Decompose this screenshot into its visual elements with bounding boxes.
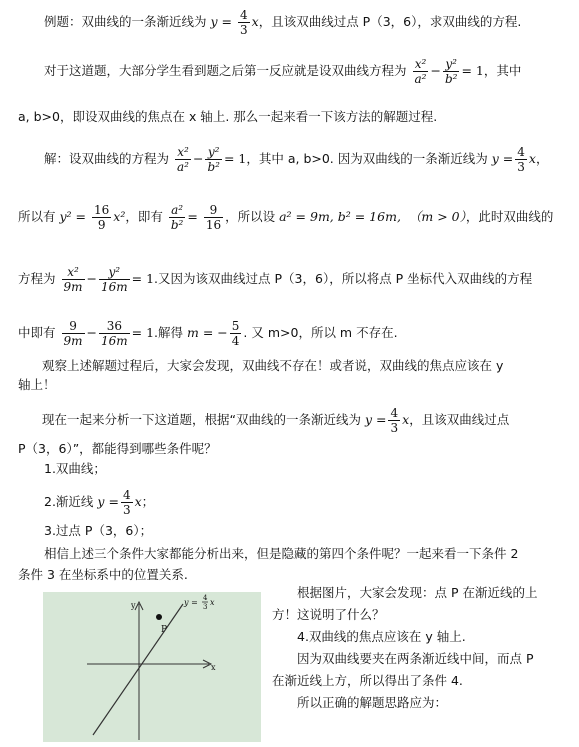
text: a, b>0，即设双曲线的焦点在 x 轴上. 那么一起来看一下该方法的解题过程. (18, 109, 438, 124)
text: 4.双曲线的焦点应该在 y 轴上. (297, 629, 466, 644)
fraction: $\frac{4}{3}$ (390, 406, 399, 435)
text: ，其中 a, b>0. 因为双曲线的一条渐近线为 (246, 151, 488, 166)
right-text-2 (272, 606, 385, 624)
solution-line-1: 解：设双曲线的方程为 $\frac{\text{x²}}{\text{a²}}$ − $\frac{\text{y²}}{\text{b²}}$ = 1，其中 a, b>0. 因为双曲线的一条渐近线为 y = $\frac{4}{3}$ x， (44, 145, 549, 174)
fraction: $\frac{\text{a²}}{\text{b²}}$ (170, 203, 184, 232)
fraction: $\frac{16}{9}$ (94, 203, 110, 232)
text: . 又 m>0，所以 m 不存在. (243, 325, 398, 340)
solution-line-2: 所以有 y² = $\frac{16}{9}$ x²，即有 $\frac{\text{a²}}{\text{b²}}$ = $\frac{9}{16}$ ，所以设 a² = 9m, b² = 16m, （m > 0），此时双曲线的 (18, 203, 554, 232)
y-axis-label: y (131, 601, 136, 610)
fraction: $\frac{4}{3}$ (517, 145, 525, 174)
text: 1.双曲线； (44, 461, 106, 476)
analysis-line-1: 现在一起来分析一下这道题，根据“双曲线的一条渐近线为 y = $\frac{4}{3}$ x，且该双曲线过点 (42, 406, 510, 435)
equation-label: y = (184, 598, 198, 607)
text: 方！这说明了什么？ (272, 607, 385, 622)
math-text: y = (210, 14, 233, 29)
hidden-condition-1 (44, 545, 518, 563)
equation-frac-den: 3 (203, 603, 208, 611)
fraction: $\frac{4}{3}$ (240, 8, 248, 37)
text: ，且该双曲线过点 P（3，6），求双曲线的方程. (258, 14, 522, 29)
observation-1 (42, 357, 503, 375)
analysis-line-2 (18, 440, 217, 458)
fraction: $\frac{\text{x²}}{\text{a²}}$ (177, 145, 189, 174)
text: 在渐近线上方，所以得出了条件 4. (272, 673, 463, 688)
right-text-3 (297, 628, 466, 646)
observation-2 (18, 376, 56, 394)
fraction: $\frac{9}{16}$ (205, 203, 222, 232)
text: 又因为该双曲线过点 P（3，6），所以将点 P 坐标代入双曲线的方程 (158, 271, 533, 286)
text: P（3，6）”，都能得到哪些条件呢？ (18, 441, 217, 456)
fraction: $\frac{5}{4}$ (231, 319, 240, 348)
equation-frac-num: 4 (203, 594, 208, 602)
condition-3 (44, 522, 152, 540)
fraction: $\frac{\text{x²}}{9m}$ (63, 265, 83, 294)
solution-line-3: 方程为 $\frac{\text{x²}}{9m}$ − $\frac{\text{y²}}{16m}$ = 1.又因为该双曲线过点 P（3，6），所以将点 P 坐标代入双曲线的方程 (18, 265, 533, 294)
condition-1 (44, 460, 106, 478)
text: 例题：双曲线的一条渐近线为 (44, 14, 207, 29)
right-text-1 (297, 584, 538, 602)
text: 3.过点 P（3，6）； (44, 523, 153, 538)
paragraph-setup-2 (18, 108, 437, 126)
fraction: $\frac{\text{x²}}{\text{a²}}$ (414, 57, 427, 86)
text: 所以有 (18, 209, 56, 224)
example-problem (44, 8, 521, 37)
right-text-5 (272, 672, 463, 690)
text: 根据图片，大家会发现：点 P 在渐近线的上 (297, 585, 538, 600)
asymptote-line (93, 604, 183, 735)
fraction: $\frac{\text{y²}}{\text{b²}}$ (444, 57, 458, 86)
text: 轴上！ (18, 377, 56, 392)
right-text-6 (297, 694, 447, 712)
text: ，其中 (483, 63, 522, 78)
coordinate-graph (43, 592, 261, 742)
text: 对于这道题，大部分学生看到题之后第一反应就是设双曲线方程为 (44, 63, 407, 78)
text: 因为双曲线要夹在两条渐近线中间，而点 P (297, 651, 534, 666)
text: ，且该双曲线过点 (409, 412, 510, 427)
text: 2.渐近线 (44, 494, 94, 509)
text: 相信上述三个条件大家都能分析出来，但是隐藏的第四个条件呢？一起来看一下条件 2 (44, 546, 519, 561)
hidden-condition-2 (18, 566, 188, 584)
text: 方程为 (18, 271, 56, 286)
x-axis-label: x (211, 663, 216, 672)
graph-svg (43, 592, 261, 742)
condition-2: 2.渐近线 y = $\frac{4}{3}$ x； (44, 488, 155, 517)
math-text: x (251, 14, 259, 29)
fraction: $\frac{\text{y²}}{\text{b²}}$ (207, 145, 220, 174)
paragraph-setup: 对于这道题，大部分学生看到题之后第一反应就是设双曲线方程为 $\frac{\text{x²}}{\text{a²}}$ − $\frac{\text{y²}}{\text{b²}}$ = 1，其中 (44, 57, 522, 86)
text: 现在一起来分析一下这道题，根据“双曲线的一条渐近线为 (42, 412, 361, 427)
right-text-4 (297, 650, 534, 668)
text: 条件 3 在坐标系中的位置关系. (18, 567, 188, 582)
text: 解：设双曲线的方程为 (44, 151, 170, 166)
text: 所以正确的解题思路应为： (297, 695, 448, 710)
point-p-label: P (161, 625, 168, 635)
solution-line-4: 中即有 $\frac{9}{9m}$ − $\frac{36}{16m}$ = 1.解得 m = − $\frac{5}{4}$ . 又 m>0，所以 m 不存在. (18, 319, 398, 348)
equation-x: x (210, 598, 215, 607)
fraction: $\frac{9}{9m}$ (63, 319, 83, 348)
point-p (156, 614, 162, 620)
fraction: $\frac{4}{3}$ (122, 488, 131, 517)
text: 观察上述解题过程后，大家会发现，双曲线不存在！或者说，双曲线的焦点应该在 y (42, 358, 504, 373)
text: 中即有 (18, 325, 56, 340)
fraction: $\frac{36}{16m}$ (101, 319, 128, 348)
fraction: $\frac{\text{y²}}{16m}$ (101, 265, 128, 294)
